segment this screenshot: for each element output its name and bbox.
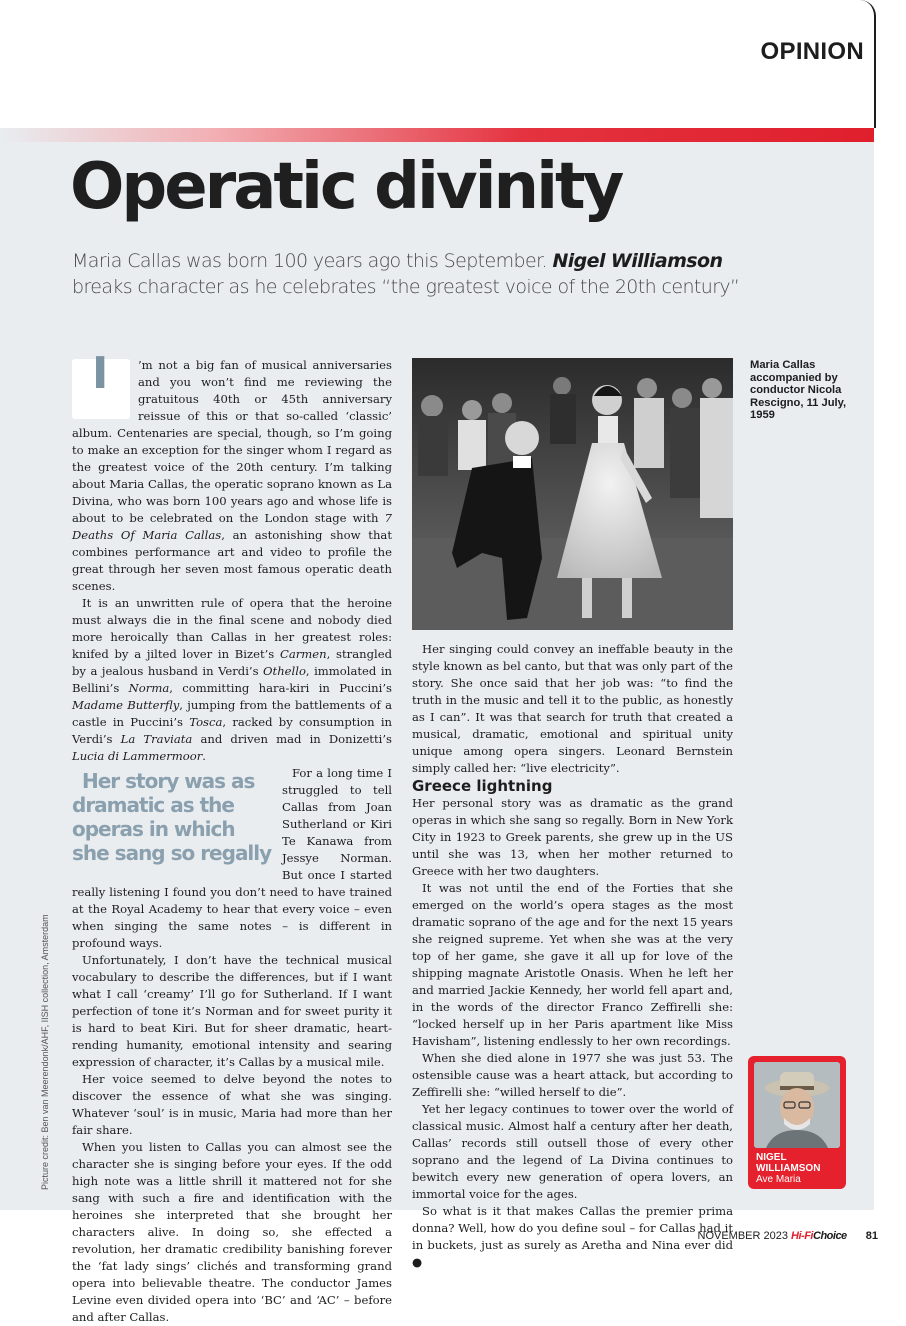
paragraph: Her story was as dramatic as the operas in which she sang so regally For a long time I struggled to tell Callas from Joan Sutherland or Kiri Te Kanawa from Jessye Norman. But once I started really listening I found you don’t need to have trained at the Royal Academy to hear that every voice – even when singing the same notes – is different in profound ways. xyxy=(72,766,392,950)
pull-quote: Her story was as dramatic as the operas in which she sang so regally xyxy=(72,769,272,865)
picture-credit: Picture credit: Ben van Meerendonk/AHF, IISH collection, Amsterdam xyxy=(40,914,50,1190)
paragraph: ’m not a big fan of musical anniversaries and you won’t find me reviewing the gratuitous 40th or 45th anniversary reissue of this or that so-called ‘classic’ album. Centenaries are special, though, so I’m going to make an exception for the singer whom I regard as the greatest voice of the 20th century. I’m talking about Maria Callas, the operatic soprano known as La Divina, who was born 100 years ago and whose life is about to be celebrated on the London stage with 7 Deaths Of Maria Callas, an astonishing show that combines performance art and video to profile the great through her seven most famous operatic death scenes. xyxy=(72,358,392,593)
standfirst-text: Maria Callas was born 100 years ago this September. xyxy=(72,250,553,272)
paragraph: Her personal story was as dramatic as the grand operas in which she sang so regally. Born in New York City in 1923 to Greek parents, she grew up in the US until she was 13, when her mother returned to Greece with her two daughters. xyxy=(412,796,733,878)
paragraph: So what is it that makes Callas the premier prima donna? Well, how do you define soul – for Callas had it in buckets, just as surely as Aretha and Nina ever did ● xyxy=(412,1204,733,1269)
accent-bar xyxy=(0,128,874,142)
paragraph: Unfortunately, I don’t have the technical musical vocabulary to describe the differences, but if I want what I call ‘creamy’ I’ll go for Sutherland. If I want perfection of tone it’s Norman and for sweet purity it is hard to beat Kiri. But for sheer dramatic, heart-rending humanity, emotional intensity and searing expression of character, it’s Callas by a musical mile. xyxy=(72,953,392,1069)
author-portrait xyxy=(754,1062,840,1148)
paragraph: It is an unwritten rule of opera that the heroine must always die in the final scene and nobody died more heroically than Callas in her greatest roles: knifed by a jilted lover in Bizet’s Carmen, strangled by a jealous husband in Verdi’s Othello, immolated in Bellini’s Norma, committing hara-kiri in Puccini’s Madame Butterfly, jumping from the battlements of a castle in Puccini’s Tosca, racked by consumption in Verdi’s La Traviata and driven mad in Donizetti’s Lucia di Lammermoor. xyxy=(72,596,393,763)
author-name: NIGEL WILLIAMSON xyxy=(756,1152,821,1174)
paragraph: Yet her legacy continues to tower over the world of classical music. Almost half a century after her death, Callas’ records still outsell those of every other soprano and the legend of La Divina continues to bewitch every new generation of opera lovers, an immortal voice for the ages. xyxy=(412,1102,733,1201)
headline: Operatic divinity xyxy=(70,150,622,224)
paragraph: Her voice seemed to delve beyond the notes to discover the essence of what she was singing. Whatever ‘soul’ is in music, Maria had more than her fair share. xyxy=(72,1072,392,1137)
header-tab xyxy=(0,0,876,128)
end-mark: ● xyxy=(412,1255,423,1269)
standfirst xyxy=(72,248,772,300)
section-label: OPINION xyxy=(760,38,864,65)
photo-caption: Maria Callas accompanied by conductor Nicola Rescigno, 11 July, 1959 xyxy=(750,359,847,421)
standfirst-text-end: breaks character as he celebrates “the greatest voice of the 20th century” xyxy=(72,276,740,298)
magazine-logo-hifi: Hi-Fi xyxy=(791,1230,813,1242)
column-name: Ave Maria xyxy=(756,1174,801,1185)
page-number: 81 xyxy=(865,1230,878,1242)
author-box xyxy=(748,1056,846,1189)
subheading: Greece lightning xyxy=(412,777,553,795)
standfirst-author: Nigel Williamson xyxy=(552,250,723,272)
photo-illustration xyxy=(412,358,733,630)
magazine-logo-choice: Choice xyxy=(813,1230,847,1242)
drop-cap xyxy=(72,348,130,419)
body-column-1 xyxy=(72,348,393,1326)
paragraph: When you listen to Callas you can almost see the character she is singing before your eyes. If the odd high note was a little shrill it mattered not for she sang with such a fire and identification with the heroines she interpreted that she brought her characters alive. In doing so, she effected a revolution, her dramatic credibility banishing forever the ‘fat lady sings’ clichés and transforming grand opera into believable theatre. The conductor James Levine even divided opera into ‘BC’ and ‘AC’ – before and after Callas. xyxy=(72,1140,392,1324)
body-column-2 xyxy=(412,641,733,1271)
paragraph: When she died alone in 1977 she was just 53. The ostensible cause was a heart attack, but according to Zeffirelli she: “willed herself to die”. xyxy=(412,1051,733,1099)
issue-date: NOVEMBER 2023 xyxy=(697,1230,788,1242)
paragraph: It was not until the end of the Forties that she emerged on the world’s opera stages as the most dramatic soprano of the age and for the next 15 years she reigned supreme. Yet when she was at the very top of her game, she gave it all up for love of the shipping magnate Aristotle Onasis. When he left her and married Jackie Kennedy, her world fell apart and, in the words of the director Franco Zeffirelli she: “locked herself up in her Paris apartment like Miss Havisham”, listening endlessly to her own recordings. xyxy=(412,881,733,1048)
paragraph: Her singing could convey an ineffable beauty in the style known as bel canto, but that was only part of the story. She once said that her job was: “to find the truth in the music and tell it to the public, as honestly as I can”. It was that search for truth that created a musical, dramatic, emotional and spiritual unity unique among opera singers. Leonard Bernstein simply called her: “live electricity”. xyxy=(412,642,733,775)
page-footer xyxy=(698,1230,879,1242)
author-photo xyxy=(754,1062,840,1148)
show-title: 7 Deaths Of Maria Callas xyxy=(72,511,392,542)
callas-photo xyxy=(412,358,733,630)
drop-cap-letter: I xyxy=(92,348,109,399)
